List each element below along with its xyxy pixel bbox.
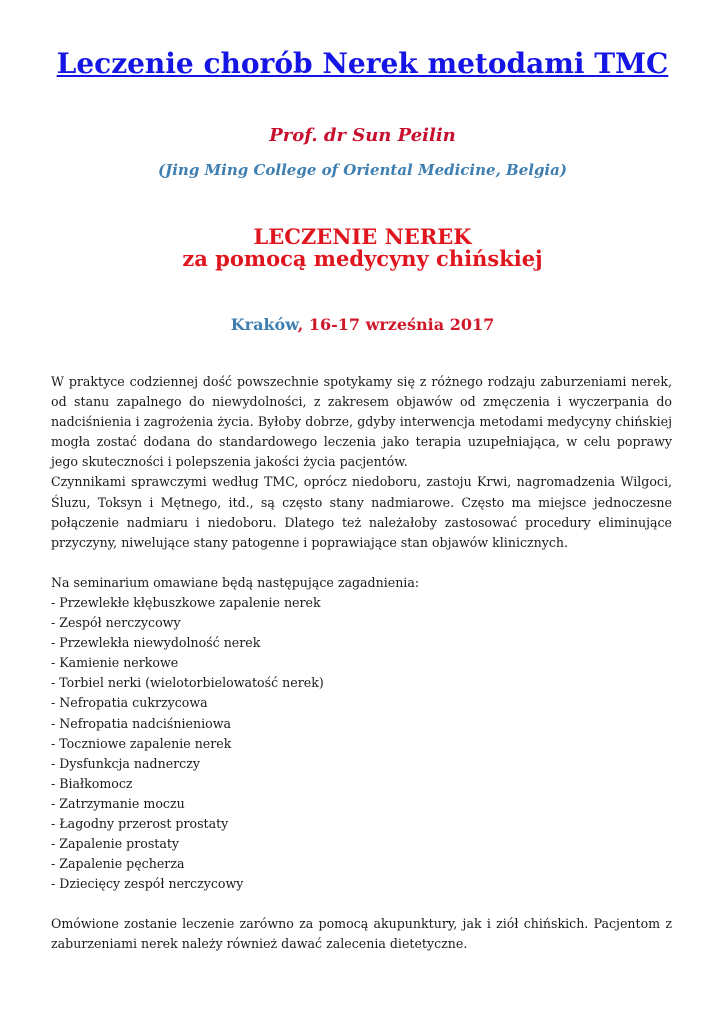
seminar-heading-line1: LECZENIE NEREK (253, 224, 472, 249)
seminar-heading-line2: za pomocą medycyny chińskiej (182, 246, 543, 271)
list-item: - Zapalenie pęcherza (51, 856, 185, 872)
topics-intro: Na seminarium omawiane będą następujące zagadnienia: (51, 574, 420, 590)
seminar-place-date (0, 314, 725, 336)
seminar-heading (0, 226, 725, 270)
list-item: - Przewlekła niewydolność nerek (51, 635, 261, 651)
page-title-link[interactable]: Leczenie chorób Nerek metodami TMC (56, 47, 669, 80)
list-item: - Zespół nerczycowy (51, 615, 181, 631)
list-item: - Przewlekłe kłębuszkowe zapalenie nerek (51, 594, 321, 610)
closing-paragraph: Omówione zostanie leczenie zarówno za pomocą akupunktury, jak i ziół chińskich. Pacjentom z zaburzeniami nerek należy również dawać zalecenia dietetyczne. (51, 916, 672, 952)
list-item: - Torbiel nerki (wielotorbielowatość nerek) (51, 675, 324, 691)
list-item: - Białkomocz (51, 775, 133, 791)
factors-paragraph: Czynnikami sprawczymi według TMC, oprócz niedoboru, zastoju Krwi, nagromadzenia Wilgoci, Śluzu, Toksyn i Mętnego, itd., są często stany nadmiarowe. Często ma miejsce jednoczesne połączenie nadmiaru i niedoboru. Dlatego też należałoby zastosować procedury eliminujące przyczyny, niwelujące stany patogenne i poprawiające stan objawów klinicznych. (51, 474, 672, 550)
author-affiliation: (Jing Ming College of Oriental Medicine, Belgia) (158, 161, 567, 179)
list-item: - Dziecięcy zespół nerczycowy (51, 876, 244, 892)
seminar-city: Kraków (230, 315, 298, 334)
intro-paragraph: W praktyce codziennej dość powszechnie spotykamy się z różnego rodzaju zaburzeniami nerek, od stanu zapalnego do niewydolności, z zakresem objawów od zmęczenia i wyczerpania do nadciśnienia i zagrożenia życia. Byłoby dobrze, gdyby interwencja metodami medycyny chińskiej mogła zostać dodana do standardowego leczenia jako terapia uzupełniająca, w celu poprawy jego skuteczności i polepszenia jakości życia pacjentów. (51, 374, 672, 470)
list-item: - Zatrzymanie moczu (51, 795, 185, 811)
list-item: - Nefropatia nadciśnieniowa (51, 715, 231, 731)
topics-list (51, 593, 672, 894)
body-text (51, 372, 672, 955)
list-item: - Kamienie nerkowe (51, 655, 179, 671)
paragraph-gap (51, 894, 672, 914)
list-item: - Łagodny przerost prostaty (51, 815, 229, 831)
list-item: - Zapalenie prostaty (51, 836, 180, 852)
list-item: - Toczniowe zapalenie nerek (51, 735, 232, 751)
list-item: - Dysfunkcja nadnerczy (51, 755, 200, 771)
seminar-date: , 16-17 września 2017 (297, 315, 495, 334)
paragraph-gap (51, 553, 672, 573)
author-name: Prof. dr Sun Peilin (269, 125, 456, 146)
list-item: - Nefropatia cukrzycowa (51, 695, 208, 711)
